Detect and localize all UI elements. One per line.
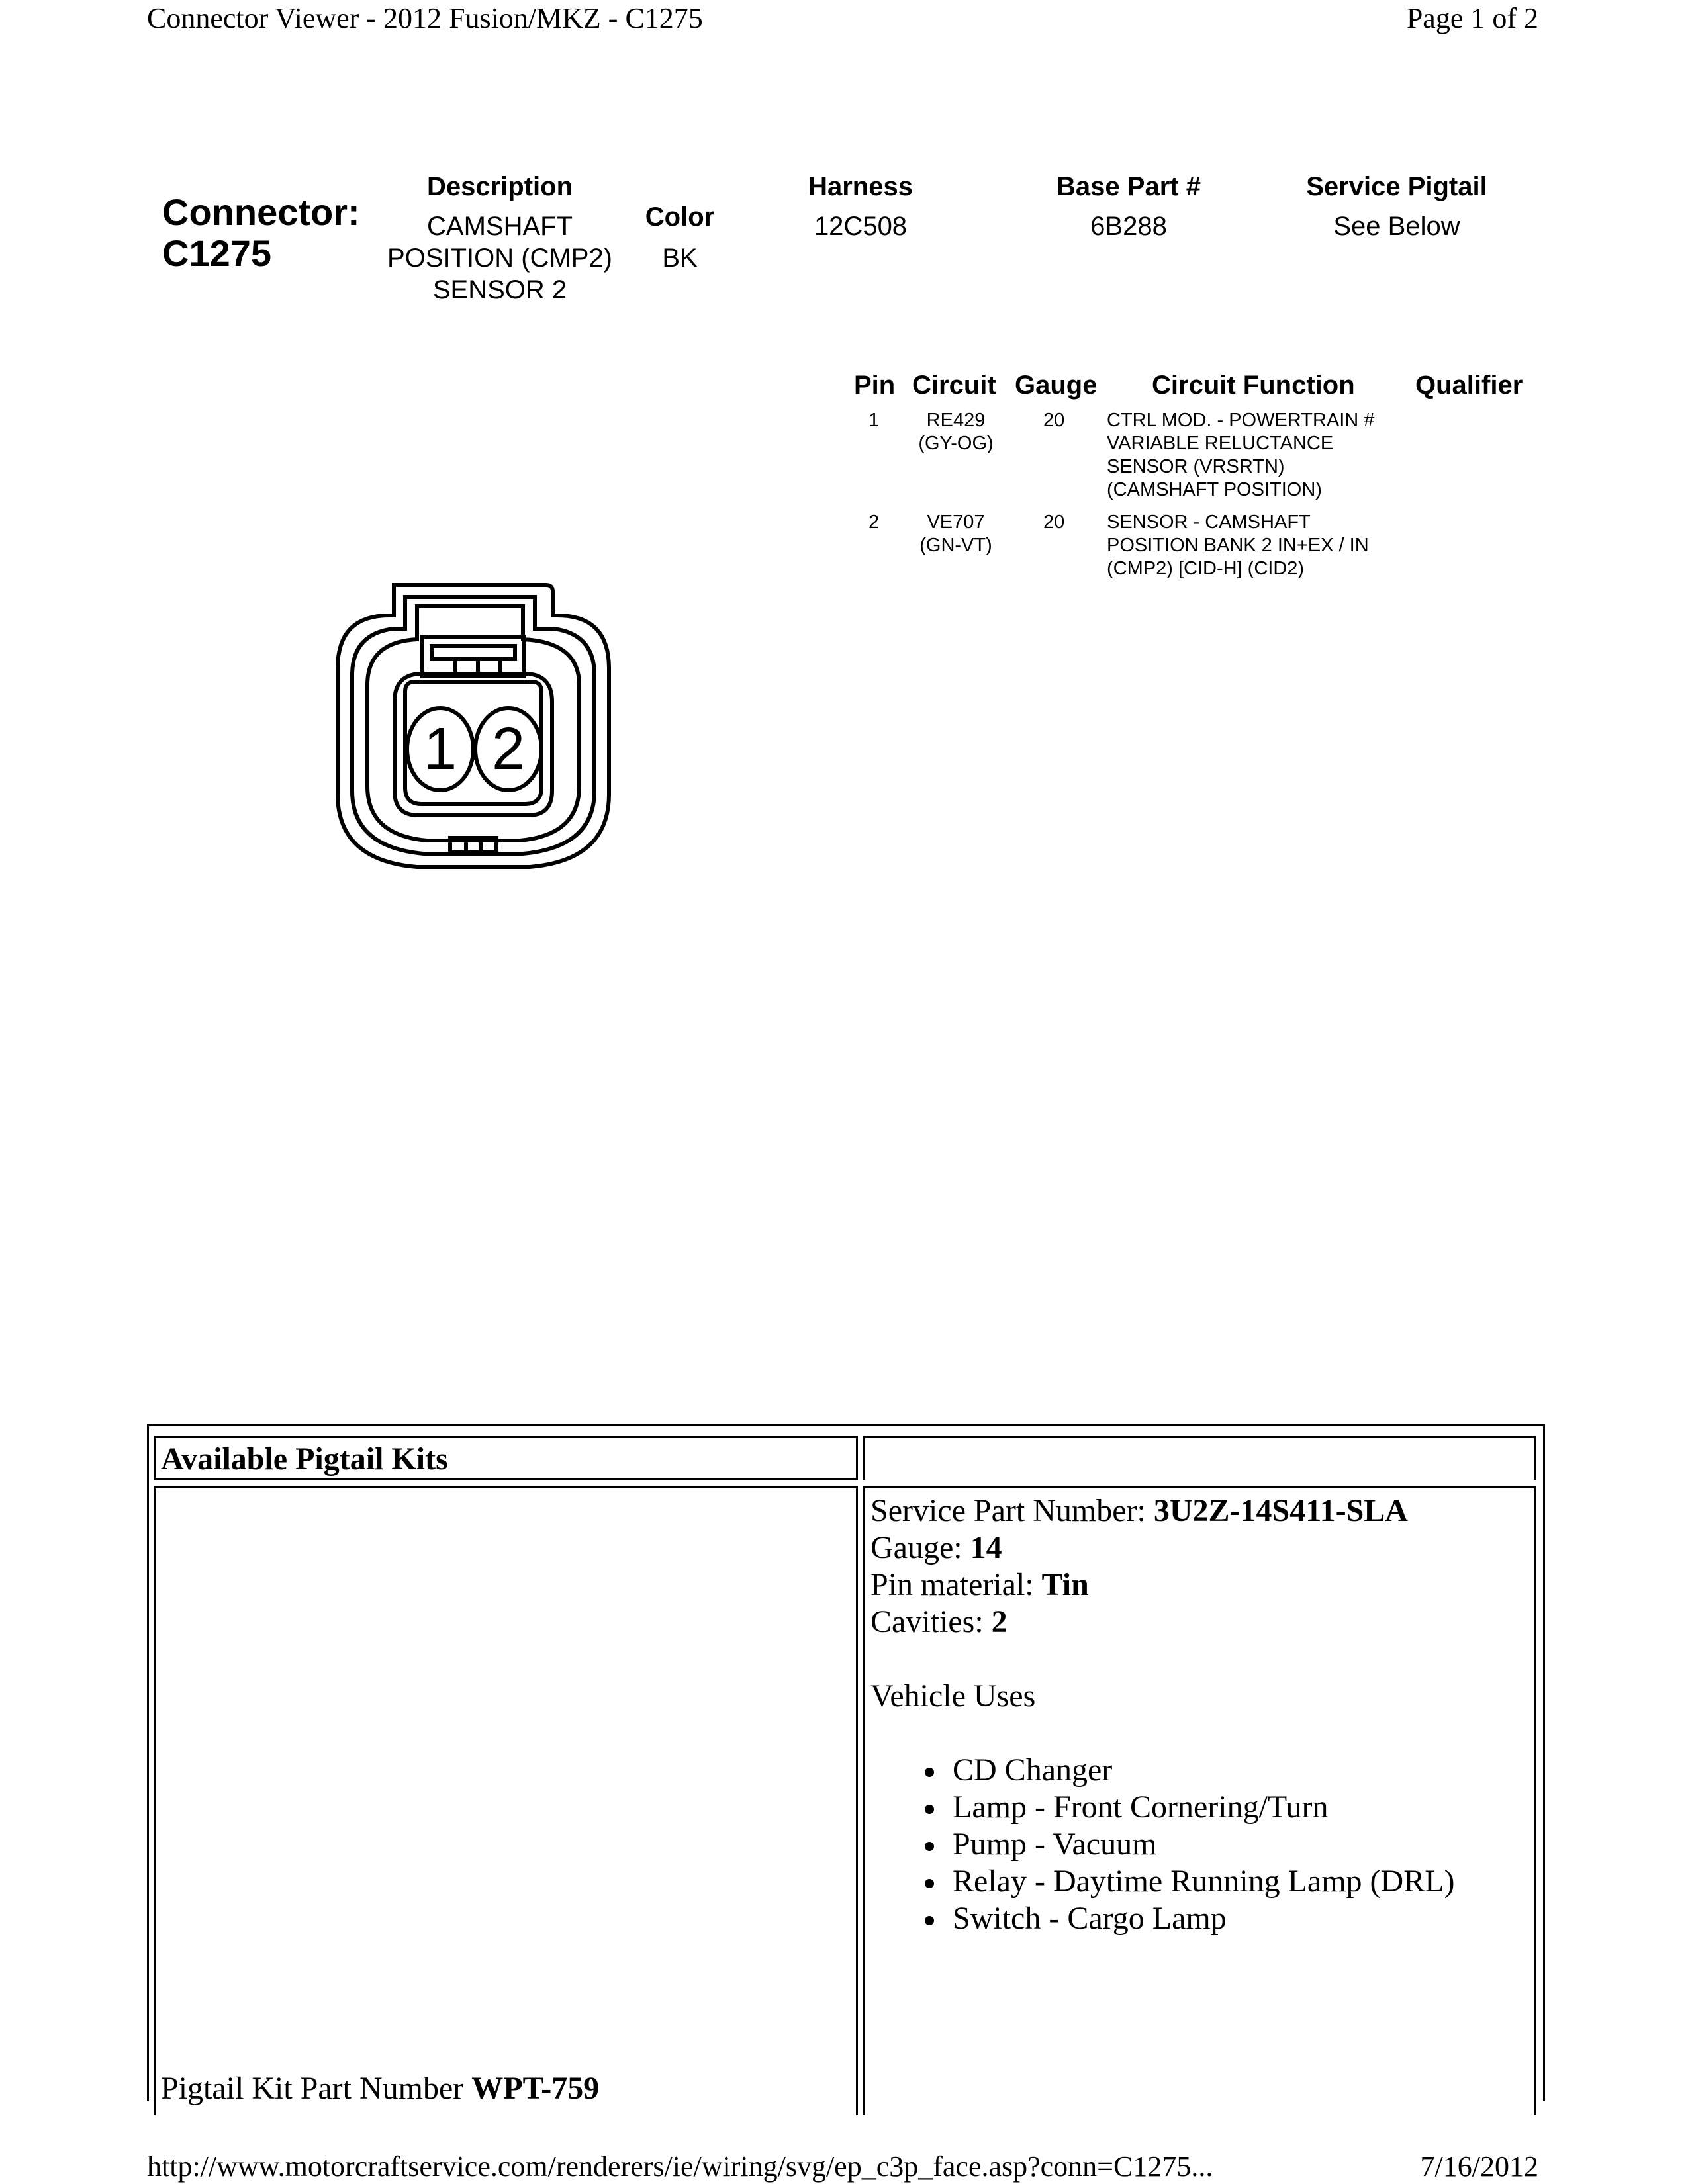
circuit-id: RE429 (926, 410, 986, 431)
pin-number: 1 (868, 410, 880, 431)
gauge-info (870, 1529, 1455, 1567)
service-part-label: Service Part Number: (870, 1493, 1154, 1528)
list-item: CD Changer (917, 1752, 1455, 1789)
pigtail-title-spacer (863, 1436, 1536, 1480)
pigtail-info-cell (863, 1486, 1536, 2115)
pigtail-details (870, 1492, 1455, 1937)
connector-face-diagram (331, 576, 616, 874)
connector-id: C1275 (162, 232, 272, 274)
function-line: (CAMSHAFT POSITION) (1107, 479, 1322, 500)
pin-column-heading: Pin (854, 371, 896, 400)
gauge-column-heading: Gauge (1015, 371, 1098, 400)
print-date: 7/16/2012 (1420, 2150, 1538, 2183)
gauge-cell: 20 (1043, 512, 1065, 533)
kit-part-value: WPT-759 (471, 2071, 600, 2106)
page-indicator: Page 1 of 2 (1406, 2, 1538, 34)
pigtail-kits-title: Available Pigtail Kits (161, 1441, 448, 1477)
gauge-cell: 20 (1043, 410, 1065, 431)
circuit-function-column-heading: Circuit Function (1152, 371, 1355, 400)
function-line: (CMP2) [CID-H] (CID2) (1107, 558, 1305, 579)
service-part-number (870, 1492, 1455, 1529)
function-line: POSITION BANK 2 IN+EX / IN (1107, 535, 1369, 556)
service-pigtail-heading: Service Pigtail (1306, 172, 1487, 201)
description-line: SENSOR 2 (432, 275, 567, 304)
pigtail-image-cell (154, 1486, 858, 2115)
circuit-color: (GN-VT) (919, 535, 992, 556)
harness-heading: Harness (808, 172, 913, 201)
base-part-heading: Base Part # (1056, 172, 1201, 201)
cavities-value: 2 (991, 1604, 1008, 1639)
pin-material-info (870, 1567, 1455, 1604)
list-item: Switch - Cargo Lamp (917, 1900, 1455, 1937)
kit-part-number (161, 2070, 599, 2107)
list-item: Pump - Vacuum (917, 1826, 1455, 1863)
circuit-cell (907, 409, 1005, 455)
pin-material-label: Pin material: (870, 1567, 1042, 1602)
description-value (377, 210, 622, 306)
connector-title (162, 192, 360, 274)
cavity-1-label: 1 (423, 716, 457, 782)
description-line: POSITION (CMP2) (387, 244, 613, 273)
description-heading: Description (426, 172, 573, 201)
function-line: SENSOR (VRSRTN) (1107, 456, 1285, 477)
harness-value: 12C508 (814, 212, 908, 241)
service-part-value: 3U2Z-14S411-SLA (1153, 1493, 1408, 1528)
function-line: CTRL MOD. - POWERTRAIN # (1107, 410, 1375, 431)
qualifier-column-heading: Qualifier (1415, 371, 1523, 400)
circuit-id: VE707 (927, 512, 985, 533)
vehicle-uses-heading: Vehicle Uses (870, 1678, 1036, 1713)
function-line: SENSOR - CAMSHAFT (1107, 512, 1311, 533)
base-part-value: 6B288 (1090, 212, 1167, 241)
cavities-label: Cavities: (870, 1604, 992, 1639)
function-cell (1107, 511, 1369, 580)
function-cell (1107, 409, 1374, 502)
color-value: BK (662, 244, 698, 273)
description-line: CAMSHAFT (427, 212, 573, 241)
pin-material-value: Tin (1041, 1567, 1089, 1602)
kit-part-label: Pigtail Kit Part Number (161, 2071, 472, 2106)
pin-number: 2 (868, 512, 880, 533)
circuit-cell (907, 511, 1005, 557)
cavities-info (870, 1604, 1455, 1641)
document-title: Connector Viewer - 2012 Fusion/MKZ - C1275 (147, 2, 703, 34)
circuit-color: (GY-OG) (918, 433, 994, 454)
circuit-column-heading: Circuit (912, 371, 996, 400)
color-heading: Color (645, 203, 715, 232)
source-url: http://www.motorcraftservice.com/renderers/ie/wiring/svg/ep_c3p_face.asp?conn=C1275... (147, 2150, 1213, 2183)
pigtail-title-box (154, 1436, 858, 1480)
list-item: Relay - Daytime Running Lamp (DRL) (917, 1863, 1455, 1900)
gauge-value: 14 (970, 1530, 1002, 1565)
list-item: Lamp - Front Cornering/Turn (917, 1789, 1455, 1826)
service-pigtail-value: See Below (1333, 212, 1460, 241)
connector-label: Connector: (162, 191, 360, 233)
cavity-2-label: 2 (491, 716, 526, 782)
function-line: VARIABLE RELUCTANCE (1107, 433, 1334, 454)
gauge-label: Gauge: (870, 1530, 970, 1565)
vehicle-uses-list (917, 1752, 1455, 1937)
